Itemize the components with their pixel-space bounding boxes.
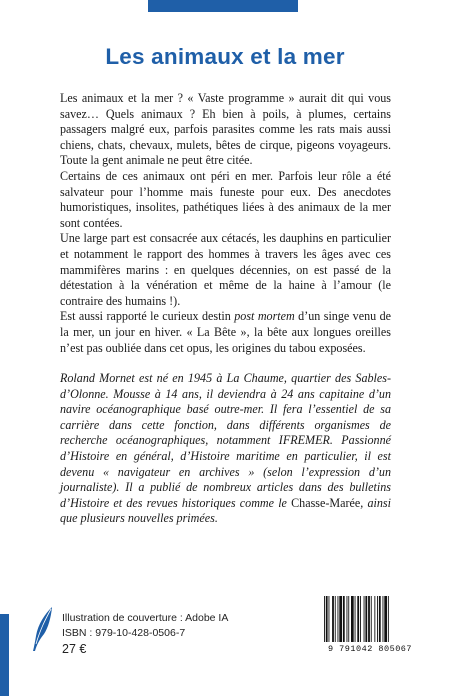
top-accent-bar [148, 0, 298, 12]
isbn: ISBN : 979-10-428-0506-7 [62, 627, 186, 639]
barcode [320, 596, 420, 654]
paragraph-cetaceans: Une large part est consacrée aux cétacés, les dauphins en particulier et notamment le rapport des hommes à travers les âges avec ces mammifères marins : en quelques décennies, on est passé de la détestation à la vénération et même de la haine à l’amour (le contraire des humains !). [60, 231, 391, 308]
back-cover-text [60, 91, 391, 527]
paragraph-intro: Les animaux et la mer ? « Vaste programme » aurait dit qui vous savez… Quels animaux ? Eh bien à poils, à plumes, certains passagers malgré eux, parfois parasites comme les rats mais aussi chiens, chats, chevaux, mulets, bêtes de cirque, pigeons voyageurs. Toute la gent animale ne peut être citée. [60, 91, 391, 168]
p4-after: d’un singe venu de la mer, un jour en hiver. « La Bête », la bête aux longues oreilles n’est pas oubliée dans cet opus, les origines du tabou exposées. [60, 309, 392, 355]
bio-part2: , ainsi que plusieurs nouvelles primées. [60, 495, 391, 526]
paragraph-monkey [60, 309, 391, 356]
price: 27 € [62, 642, 87, 656]
left-accent-bar [0, 614, 9, 696]
barcode-digits: 9 791042 805067 [327, 644, 412, 654]
barcode-icon [320, 596, 420, 644]
illustration-credit: Illustration de couverture : Adobe IA [62, 612, 229, 624]
paragraph-perils: Certains de ces animaux ont péri en mer. Parfois leur rôle a été salvateur pour l’homme mais funeste pour eux. Des anecdotes humoristiques, insolites, pathétiques liées à des animaux de la mer sont contées. [60, 168, 391, 230]
bio-magazine: Chasse-Marée [291, 495, 361, 510]
author-bio [60, 371, 391, 527]
bio-part1: Roland Mornet est né en 1945 à La Chaume, quartier des Sables-d’Olonne. Mousse à 14 ans, il deviendra à 24 ans capitaine d’un navire océanographique basé outre-mer. Il fera l’essentiel de sa carrière dans cette fonction, dans différents organismes de recherche océanographiques, notamment IFREMER. Passionné d’Histoire en général, d’Histoire maritime en particulier, il est devenu « navigateur en archives » (selon l’expression d’un journaliste). Il a publié de nombreux articles dans des bulletins d’Histoire et des revues historiques comme le [60, 371, 391, 510]
credits-block [62, 611, 228, 658]
p4-italic: post mortem [234, 309, 295, 324]
book-title: Les animaux et la mer [105, 44, 345, 69]
p4-before: Est aussi rapporté le curieux destin [60, 309, 235, 324]
quill-icon [32, 606, 54, 652]
